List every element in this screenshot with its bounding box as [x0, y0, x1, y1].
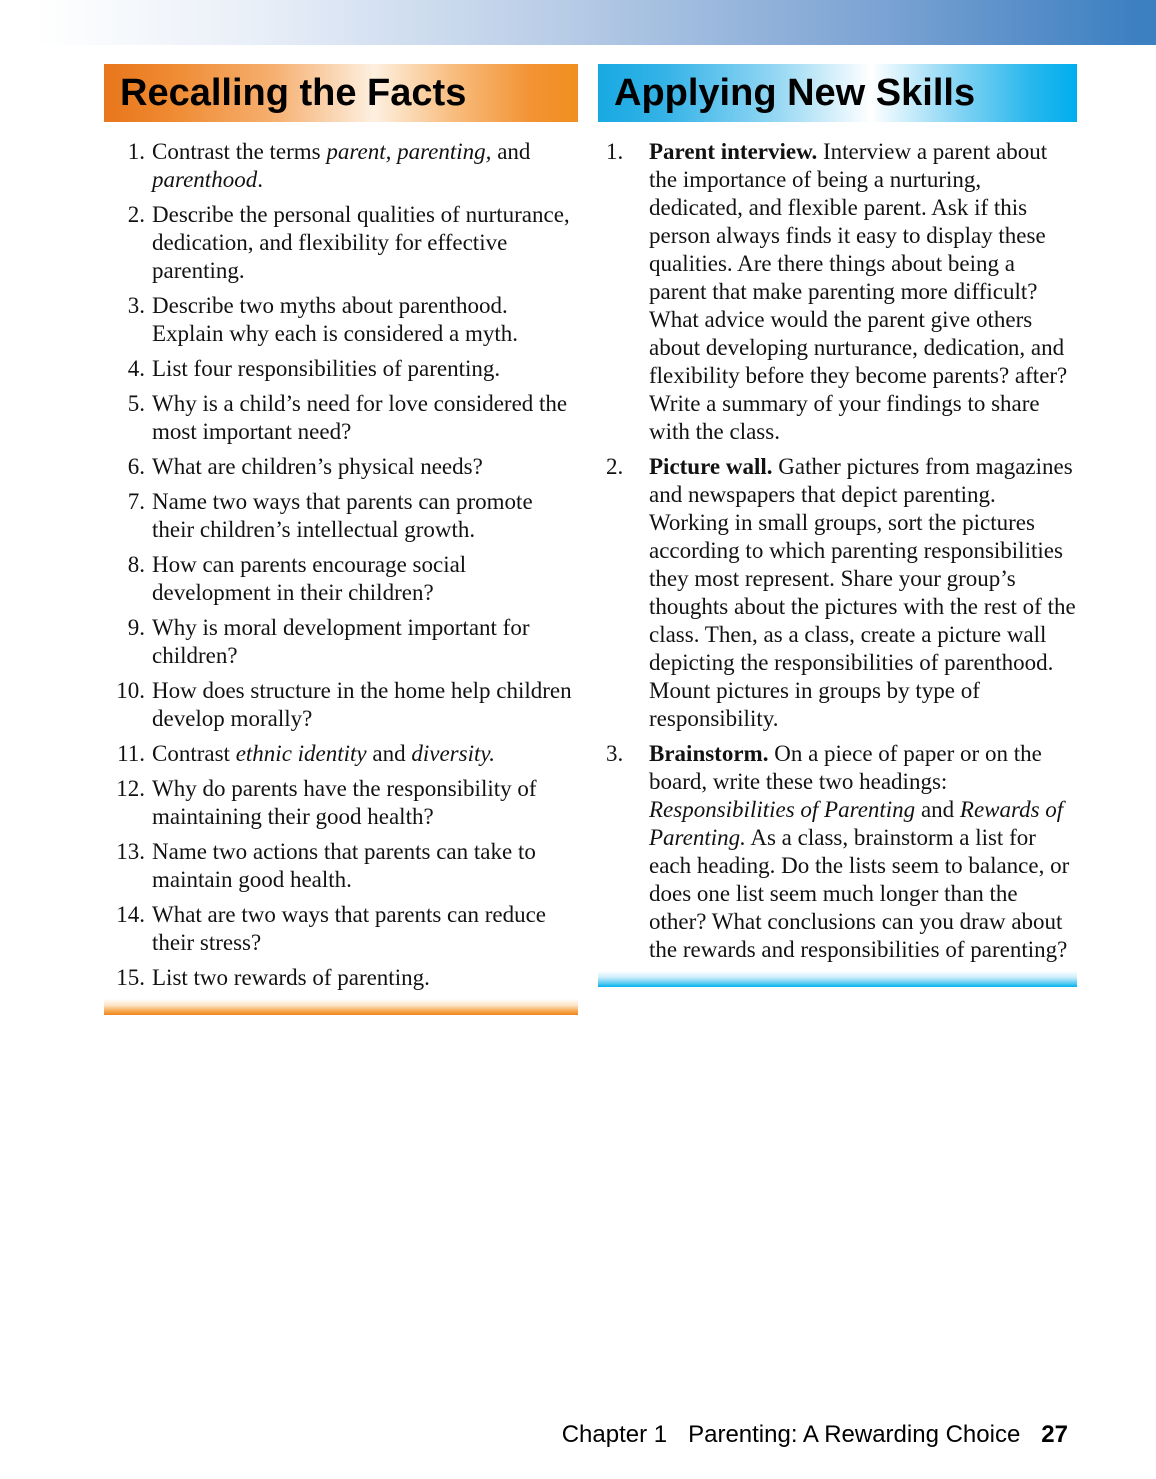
section-title-recalling-the-facts: Recalling the Facts	[104, 64, 578, 122]
list-item	[104, 292, 578, 348]
list-item	[598, 740, 1077, 964]
item-number: 1.	[127, 139, 145, 164]
item-text: List two rewards of parenting.	[152, 965, 430, 990]
item-text: Brainstorm. On a piece of paper or on the board, write these two headings: Responsibilities of Parenting and Rewards of Parenting. As a class, brainstorm a list for each heading. Do the lists seem to balance, or does one list seem much longer than the other? What conclusions can you draw about the rewards and responsibilities of parenting?	[649, 741, 1070, 962]
item-number: 8.	[127, 552, 145, 577]
list-item	[104, 740, 578, 768]
list-item	[104, 390, 578, 446]
item-number: 2.	[127, 202, 145, 227]
item-text: Picture wall. Gather pictures from magazines and newspapers that depict parenting. Working in small groups, sort the pictures according to which parenting responsibilities they most represent. Share your group’s thoughts about the pictures with the rest of the class. Then, as a class, create a picture wall depicting the responsibilities of parenthood. Mount pictures in groups by type of responsibility.	[649, 454, 1076, 731]
item-number: 13.	[116, 839, 145, 864]
list-item	[104, 614, 578, 670]
item-number: 6.	[127, 454, 145, 479]
item-text: How can parents encourage social development in their children?	[152, 552, 467, 605]
list-item	[104, 488, 578, 544]
item-text: What are children’s physical needs?	[152, 454, 483, 479]
item-number: 7.	[127, 489, 145, 514]
list-item	[598, 453, 1077, 733]
footer-book-title: Parenting: A Rewarding Choice	[688, 1421, 1021, 1448]
list-item	[104, 453, 578, 481]
footer-page-number: 27	[1041, 1421, 1068, 1448]
item-number: 14.	[116, 902, 145, 927]
item-text: Describe two myths about parenthood. Explain why each is considered a myth.	[152, 293, 518, 346]
item-text: Parent interview. Interview a parent about the importance of being a nurturing, dedicated, and flexible parent. Ask if this person always finds it easy to display these qualities. Are there things about being a parent that make parenting more difficult? What advice would the parent give others about developing nurturance, dedication, and flexibility before they become parents? after? Write a summary of your findings to share with the class.	[649, 139, 1068, 444]
item-number: 2.	[606, 454, 624, 479]
item-number: 3.	[606, 741, 624, 766]
item-text: How does structure in the home help children develop morally?	[152, 678, 572, 731]
item-number: 5.	[127, 391, 145, 416]
item-number: 9.	[127, 615, 145, 640]
orange-bottom-bar	[104, 999, 578, 1015]
item-text: Describe the personal qualities of nurturance, dedication, and flexibility for effective parenting.	[152, 202, 570, 283]
section-title-applying-new-skills: Applying New Skills	[598, 64, 1077, 122]
list-item	[104, 677, 578, 733]
item-text: Why do parents have the responsibility of maintaining their good health?	[152, 776, 537, 829]
page-footer	[562, 1421, 1068, 1449]
recalling-facts-list	[104, 138, 578, 992]
item-number: 12.	[116, 776, 145, 801]
list-item	[598, 138, 1077, 446]
applying-new-skills-section	[598, 64, 1077, 987]
list-item	[104, 201, 578, 285]
recalling-the-facts-section	[104, 64, 578, 1015]
item-text: Name two actions that parents can take to maintain good health.	[152, 839, 536, 892]
item-number: 11.	[117, 741, 145, 766]
list-item	[104, 838, 578, 894]
footer-chapter-label: Chapter 1	[561, 1421, 668, 1448]
item-text: List four responsibilities of parenting.	[152, 356, 501, 381]
list-item	[104, 355, 578, 383]
item-number: 15.	[116, 965, 145, 990]
list-item	[104, 775, 578, 831]
list-item	[104, 964, 578, 992]
item-text: Contrast the terms parent, parenting, and parenthood.	[152, 139, 531, 192]
blue-bottom-bar	[598, 971, 1077, 987]
list-item	[104, 551, 578, 607]
item-number: 1.	[606, 139, 624, 164]
list-item	[104, 138, 578, 194]
item-number: 4.	[127, 356, 145, 381]
item-text: Why is moral development important for children?	[152, 615, 530, 668]
top-gradient-bar	[0, 0, 1156, 45]
list-item	[104, 901, 578, 957]
item-number: 10.	[116, 678, 145, 703]
item-text: Contrast ethnic identity and diversity.	[152, 741, 496, 766]
applying-skills-list	[598, 138, 1077, 964]
item-text: Why is a child’s need for love considered the most important need?	[152, 391, 568, 444]
item-number: 3.	[127, 293, 145, 318]
item-text: What are two ways that parents can reduce their stress?	[152, 902, 547, 955]
item-text: Name two ways that parents can promote their children’s intellectual growth.	[152, 489, 533, 542]
